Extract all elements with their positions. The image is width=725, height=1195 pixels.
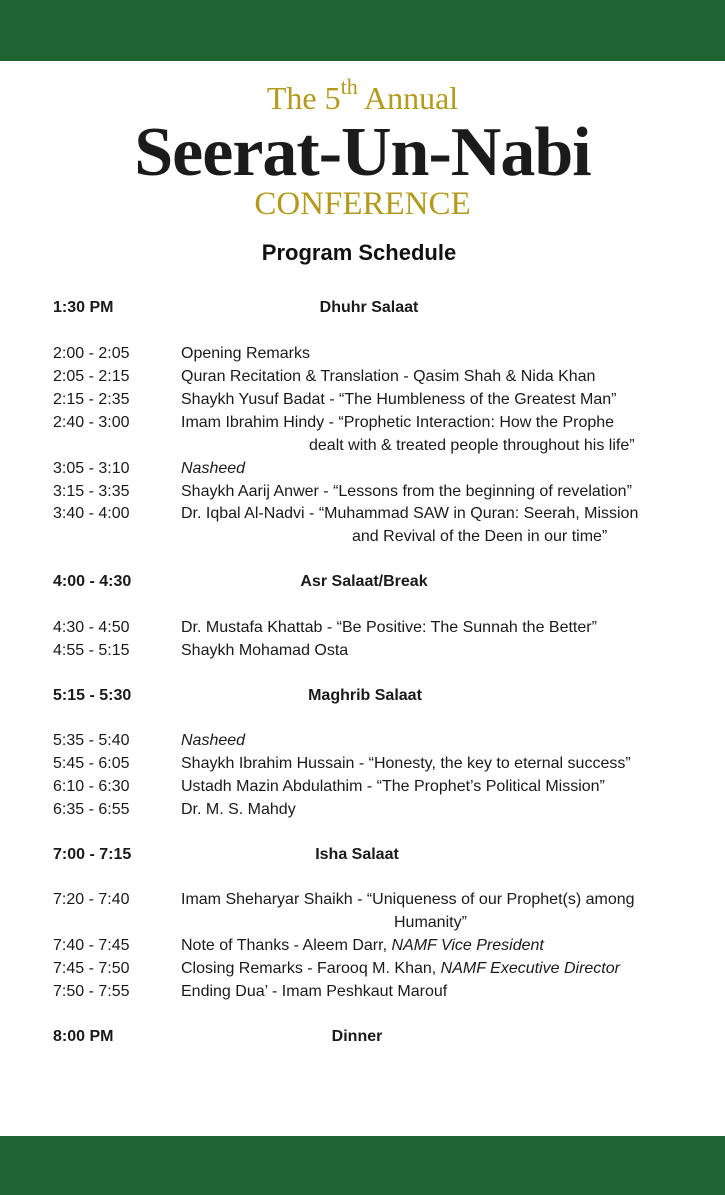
salaat-label: Maghrib Salaat: [308, 687, 422, 704]
time: 6:10 - 6:30: [53, 778, 130, 795]
time: 3:40 - 4:00: [53, 505, 130, 522]
event: Shaykh Aarij Anwer - “Lessons from the beginning of revelation”: [181, 483, 632, 500]
top-green-band: [0, 0, 725, 61]
dinner-label: Dinner: [331, 1028, 383, 1045]
event-continuation: and Revival of the Deen in our time”: [352, 528, 608, 545]
time: 3:15 - 3:35: [53, 483, 130, 500]
event: Ustadh Mazin Abdulathim - “The Prophet’s Political Mission”: [181, 778, 605, 795]
role: NAMF Vice President: [391, 937, 544, 954]
time: 5:45 - 6:05: [53, 755, 130, 772]
time: 5:15 - 5:30: [53, 687, 132, 704]
time: 2:40 - 3:00: [53, 414, 130, 431]
time: 4:30 - 4:50: [53, 619, 130, 636]
salaat-label: Asr Salaat/Break: [300, 573, 428, 590]
time: 7:00 - 7:15: [53, 846, 132, 863]
event: Note of Thanks - Aleem Darr, NAMF Vice President: [181, 937, 544, 954]
time: 2:00 - 2:05: [53, 345, 130, 362]
time: 1:30 PM: [53, 299, 114, 316]
conference-title: Seerat-Un-Nabi: [134, 114, 591, 191]
time: 4:00 - 4:30: [53, 573, 132, 590]
event: Opening Remarks: [181, 345, 310, 362]
role: NAMF Executive Director: [440, 960, 620, 977]
event: Ending Dua’ - Imam Peshkaut Marouf: [181, 983, 448, 1000]
event: Dr. Iqbal Al-Nadvi - “Muhammad SAW in Quran: Seerah, Mission: [181, 505, 639, 522]
event: Dr. Mustafa Khattab - “Be Positive: The Sunnah the Better”: [181, 619, 597, 636]
event: Quran Recitation & Translation - Qasim Shah & Nida Khan: [181, 368, 596, 385]
event: Nasheed: [181, 732, 246, 749]
event: Imam Ibrahim Hindy - “Prophetic Interaction: How the Prophe: [181, 414, 615, 431]
time: 2:05 - 2:15: [53, 368, 130, 385]
program-schedule-heading: Program Schedule: [261, 240, 457, 265]
conference-subtitle: CONFERENCE: [254, 186, 471, 222]
event: Closing Remarks - Farooq M. Khan, NAMF Executive Director: [181, 960, 620, 977]
event-continuation: Humanity”: [394, 914, 467, 931]
salaat-label: Dhuhr Salaat: [319, 299, 419, 316]
event: Shaykh Yusuf Badat - “The Humbleness of the Greatest Man”: [181, 391, 617, 408]
time: 6:35 - 6:55: [53, 801, 130, 818]
salaat-label: Isha Salaat: [315, 846, 399, 863]
bottom-green-band: [0, 1136, 725, 1195]
annual-edition-heading: The 5th Annual: [266, 74, 459, 116]
event: Shaykh Ibrahim Hussain - “Honesty, the key to eternal success”: [181, 755, 631, 772]
time: 7:20 - 7:40: [53, 891, 130, 908]
time: 3:05 - 3:10: [53, 460, 130, 477]
time: 4:55 - 5:15: [53, 642, 130, 659]
event-continuation: dealt with & treated people throughout his life”: [309, 437, 635, 454]
event: Shaykh Mohamad Osta: [181, 642, 349, 659]
time: 7:45 - 7:50: [53, 960, 130, 977]
event: Imam Sheharyar Shaikh - “Uniqueness of our Prophet(s) among: [181, 891, 635, 908]
time: 2:15 - 2:35: [53, 391, 130, 408]
event: Dr. M. S. Mahdy: [181, 801, 296, 818]
time: 5:35 - 5:40: [53, 732, 130, 749]
time: 7:50 - 7:55: [53, 983, 130, 1000]
event: Nasheed: [181, 460, 246, 477]
time: 7:40 - 7:45: [53, 937, 130, 954]
time: 8:00 PM: [53, 1028, 114, 1045]
